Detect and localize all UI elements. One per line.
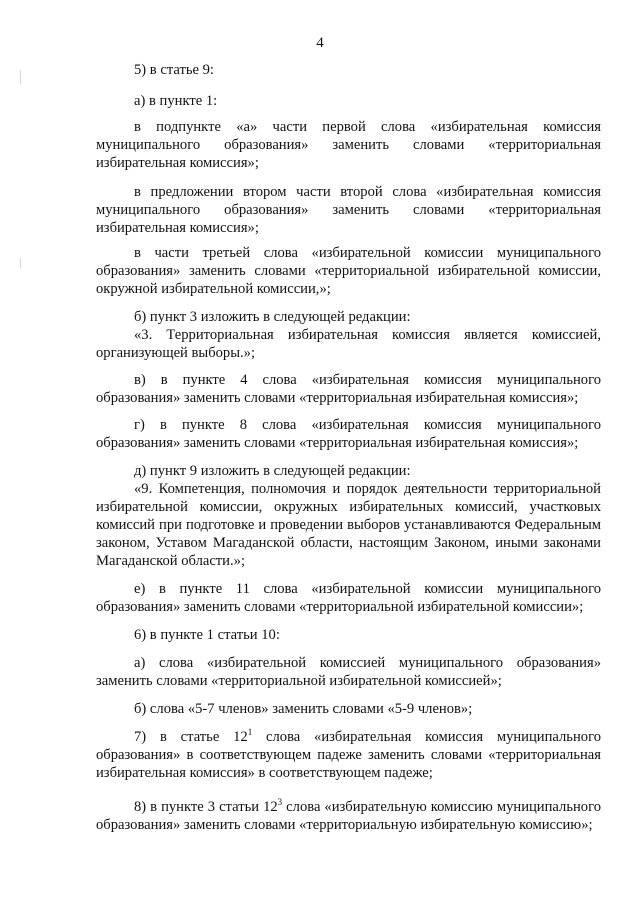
paragraph: в) в пункте 4 слова «избирательная комиссия муниципального образования» заменить словами «территориальная избирательная комиссия»; xyxy=(96,372,601,406)
margin-mark xyxy=(20,70,21,84)
paragraph-text: 7) в статье 12 xyxy=(134,729,248,745)
paragraph-text: слова «избирательная комиссия муниципального образования» в соответствующем падеже заменить словами «территориальная избирательная комиссия» в соответствующем падеже; xyxy=(96,729,601,781)
paragraph: е) в пункте 11 слова «избирательной комиссии муниципального образования» заменить словами «территориальной избирательной комиссии»; xyxy=(96,581,601,615)
superscript: 1 xyxy=(247,727,253,738)
margin-mark xyxy=(20,258,21,268)
paragraph: б) пункт 3 изложить в следующей редакции: xyxy=(134,309,411,325)
paragraph: в подпункте «а» части первой слова «избирательная комиссия муниципального образования» заменить словами «территориальная избирательная комиссия»; xyxy=(96,119,601,171)
paragraph-text: 8) в пункте 3 статьи 12 xyxy=(134,799,278,815)
paragraph: а) слова «избирательной комиссией муниципального образования» заменить словами «территориальной избирательной комиссией»; xyxy=(96,655,601,689)
paragraph: д) пункт 9 изложить в следующей редакции: xyxy=(134,463,411,479)
paragraph: б) слова «5-7 членов» заменить словами «5-9 членов»; xyxy=(134,701,473,717)
paragraph: г) в пункте 8 слова «избирательная комиссия муниципального образования» заменить словами «территориальная избирательная комиссия»; xyxy=(96,417,601,451)
paragraph-7 xyxy=(96,728,601,782)
paragraph-8 xyxy=(96,798,601,834)
paragraph-text: слова «избирательную комиссию муниципального образования» заменить словами «территориальную избирательную комиссию»; xyxy=(96,799,602,833)
page-number: 4 xyxy=(316,35,324,51)
paragraph: а) в пункте 1: xyxy=(134,93,218,109)
paragraph: «3. Территориальная избирательная комиссия является комиссией, организующей выборы.»; xyxy=(96,327,601,361)
paragraph: 6) в пункте 1 статьи 10: xyxy=(134,627,280,643)
paragraph: в предложении втором части второй слова «избирательная комиссия муниципального образования» заменить словами «территориальная избирательная комиссия»; xyxy=(96,184,601,236)
superscript: 3 xyxy=(277,797,283,808)
paragraph: в части третьей слова «избирательной комиссии муниципального образования» заменить словами «территориальной избирательной комиссии, окружной избирательной комиссии,»; xyxy=(96,245,601,297)
paragraph: 5) в статье 9: xyxy=(134,62,214,78)
paragraph: «9. Компетенция, полномочия и порядок деятельности территориальной избирательной комиссии, окружных избирательных комиссий, участковых комиссий при подготовке и проведении выборов устанавливаются Федеральным законом, Уставом Магаданской области, настоящим Законом, иными законами Магаданской области.»; xyxy=(96,481,601,569)
